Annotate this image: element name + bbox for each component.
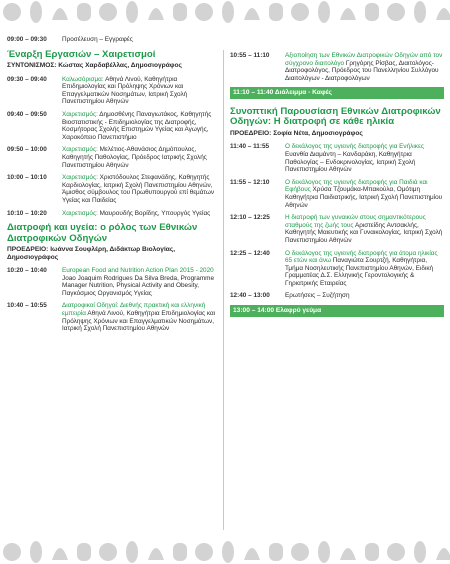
talk-title: Καλωσόρισμα: <box>62 75 104 83</box>
schedule-time: 09:50 – 10:00 <box>7 146 47 154</box>
schedule-row <box>7 146 218 169</box>
fruit-pattern-icon <box>0 532 450 564</box>
fruit-pattern-icon <box>0 0 450 30</box>
speaker-details: Joao Joaquim Rodrigues Da Silva Breda, Programme Manager Nutrition, Physical Activity and Obesity, Παγκόσμιος Οργανισμός Υγείας <box>62 274 215 297</box>
schedule-row <box>7 111 218 141</box>
schedule-row <box>230 179 444 209</box>
schedule-body <box>285 250 444 288</box>
schedule-row <box>7 36 218 44</box>
speaker-details: Παναγιώτα Σουρτζή, Καθηγήτρια, Τμήμα Νοσηλευτικής Πανεπιστημίου Αθηνών, Ειδική Γραμματέας Δ.Σ. Ελληνικής Γεροντολογικής & Γηριατρικής Εταιρείας <box>285 257 434 287</box>
speaker-details: Προσέλευση – Εγγραφές <box>62 36 133 43</box>
schedule-body <box>285 52 444 82</box>
schedule-time: 10:00 – 10:10 <box>7 174 47 182</box>
talk-title: Χαιρετισμός: <box>62 174 98 182</box>
section-heading-nutrition: Διατροφή και υγεία: ο ρόλος των Εθνικών Διατροφικών Οδηγών <box>7 222 198 244</box>
column-divider <box>223 50 224 530</box>
schedule-row <box>7 267 218 297</box>
speaker-details: Χρύσα Τζουμάκα-Μπακούλα, Ομότιμη Καθηγήτρια Παιδιατρικής, Ιατρική Σχολή Πανεπιστημίου Αθηνών <box>285 186 443 209</box>
schedule-time: 12:40 – 13:00 <box>230 292 270 300</box>
talk-title: Ο δεκάλογος της υγιεινής διατροφής για άτομα ηλικίας 65 ετών και άνω <box>285 249 438 265</box>
section-heading-guidelines: Συνοπτική Παρουσίαση Εθνικών Διατροφικών Οδηγών: Η διατροφή σε κάθε ηλικία <box>230 105 441 128</box>
schedule-row <box>230 292 444 300</box>
schedule-row <box>230 250 444 288</box>
lunch-bar: 13:00 – 14:00 Ελαφρύ γεύμα <box>230 305 444 317</box>
talk-title: European Food and Nutrition Action Plan 2015 - 2020 <box>62 267 214 275</box>
talk-title: Διατροφικοί Οδηγοί: Διεθνής πρακτική και ελληνική εμπειρία <box>62 302 206 318</box>
schedule-body <box>62 146 218 169</box>
speaker-details: Μαυρουδής Βορίδης, Υπουργός Υγείας <box>99 209 211 217</box>
schedule-time: 11:55 – 12:10 <box>230 178 270 186</box>
schedule-body <box>285 143 444 173</box>
right-column <box>230 52 444 325</box>
schedule-time: 10:55 – 11:10 <box>230 52 270 59</box>
speaker-details: Ευανθία Διαμάντη – Κανδαράκη, Καθηγήτρια Παθολογίας – Ενδοκρινολογίας, Ιατρική Σχολή Πανεπιστημίου Αθηνών <box>285 150 416 174</box>
schedule-row <box>230 52 444 82</box>
decorative-fruit-band-bottom <box>0 532 450 564</box>
schedule-time: 10:20 – 10:40 <box>7 267 47 275</box>
speaker-details: Αθηνά Λινού, Καθηγήτρια Επιδημιολογίας και Πρόληψης Χρόνιων και Επαγγελματικών Νοσημάτων, Ιατρική Σχολή Πανεπιστημίου Αθηνών <box>62 310 216 333</box>
talk-title: Η διατροφή των γυναικών στους σημαντικότερους σταθμούς της ζωής τους <box>285 214 426 229</box>
decorative-fruit-band-top <box>0 0 450 30</box>
schedule-body <box>285 179 444 209</box>
talk-title: Αξιοποίηση των Εθνικών Διατροφικών Οδηγών από τον σύγχρονο διαιτολόγο <box>285 52 443 67</box>
schedule-row <box>7 76 218 106</box>
schedule-row <box>230 214 444 244</box>
schedule-body <box>285 214 444 244</box>
schedule-time: 10:40 – 10:55 <box>7 302 47 310</box>
speaker-details: Αριστείδης Αντσακλής, Καθηγητής Μαιευτικής και Γυναικολογίας, Ιατρική Σχολή Πανεπιστημίου Αθηνών <box>285 221 443 244</box>
schedule-row <box>7 174 218 204</box>
schedule-body <box>62 267 218 297</box>
schedule-body <box>62 111 218 141</box>
schedule-body <box>62 302 218 332</box>
schedule-row <box>7 210 218 218</box>
talk-title: Χαιρετισμός: <box>62 209 98 217</box>
speaker-details: Γρηγόρης Ρίσβας, Διαιτολόγος-Διατροφολόγος, Πρόεδρος του Πανελληνίου Συλλόγου Διαιτολόγων - Διατροφολόγων <box>285 59 439 82</box>
schedule-body <box>285 292 444 300</box>
schedule-body <box>62 76 218 106</box>
speaker-details: Δημοσθένης Παναγιωτάκος, Καθηγητής Βιοστατιστικής - Επιδημιολογίας της Διατροφής, Κοσμήτορας Σχολής Επιστημών Υγείας και Αγωγής, Χαροκόπειο Πανεπιστήμιο <box>62 110 212 141</box>
schedule-body <box>62 36 218 44</box>
schedule-row <box>230 143 444 173</box>
schedule-time: 10:10 – 10:20 <box>7 209 47 217</box>
moderator-line: ΠΡΟΕΔΡΕΙΟ: Σοφία Νέτα, Δημοσιογράφος <box>230 129 363 137</box>
talk-title: Ο δεκάλογος της υγιεινής διατροφής για Παιδιά και Εφήβους <box>285 178 428 194</box>
talk-title: Χαιρετισμός: <box>62 110 98 118</box>
schedule-body <box>62 174 218 204</box>
moderator-line: ΣΥΝΤΟΝΙΣΜΟΣ: Κώστας Χαρδαβέλλας, Δημοσιογράφος <box>7 62 182 69</box>
left-column <box>7 36 218 338</box>
schedule-time: 09:30 – 09:40 <box>7 75 47 83</box>
schedule-time: 11:40 – 11:55 <box>230 143 270 151</box>
talk-title: Χαιρετισμός: <box>62 146 98 154</box>
moderator-line: ΠΡΟΕΔΡΕΙΟ: Ιωάννα Σουφλέρη, Διδάκτωρ Βιολογίας, Δημοσιογράφος <box>7 245 176 261</box>
speaker-details: Μελέτιος-Αθανάσιος Δημόπουλος, Καθηγητής Παθολογίας, Πρόεδρος Ιατρικής Σχολής Πανεπιστημίου Αθηνών <box>62 146 207 169</box>
schedule-time: 09:00 – 09:30 <box>7 36 47 43</box>
section-heading-opening: Έναρξη Εργασιών – Χαιρετισμοί <box>7 48 156 60</box>
schedule-row <box>7 302 218 332</box>
schedule-time: 12:10 – 12:25 <box>230 214 270 222</box>
talk-title: Ο δεκάλογος της υγιεινής διατροφής για Ενήλικες <box>285 143 424 151</box>
schedule-time: 09:40 – 09:50 <box>7 110 47 118</box>
speaker-details: Ερωτήσεις – Συζήτηση <box>285 292 350 300</box>
coffee-break-bar: 11:10 – 11:40 Διάλειμμα - Καφές <box>230 87 444 99</box>
speaker-details: Χριστόδουλος Στεφανάδης, Καθηγητής Καρδιολογίας, Ιατρική Σχολή Πανεπιστημίου Αθηνών, Άμισθος σύμβουλος του Πρωθυπουργού επί θεμάτων Υγείας και Παιδείας <box>62 174 215 204</box>
schedule-time: 12:25 – 12:40 <box>230 249 270 257</box>
speaker-details: Αθηνά Λινού, Καθηγήτρια Επιδημιολογίας και Πρόληψης Χρόνιων και Επαγγελματικών Νοσημάτων, Ιατρική Σχολή Πανεπιστημίου Αθηνών <box>62 75 188 106</box>
schedule-body <box>62 210 218 218</box>
